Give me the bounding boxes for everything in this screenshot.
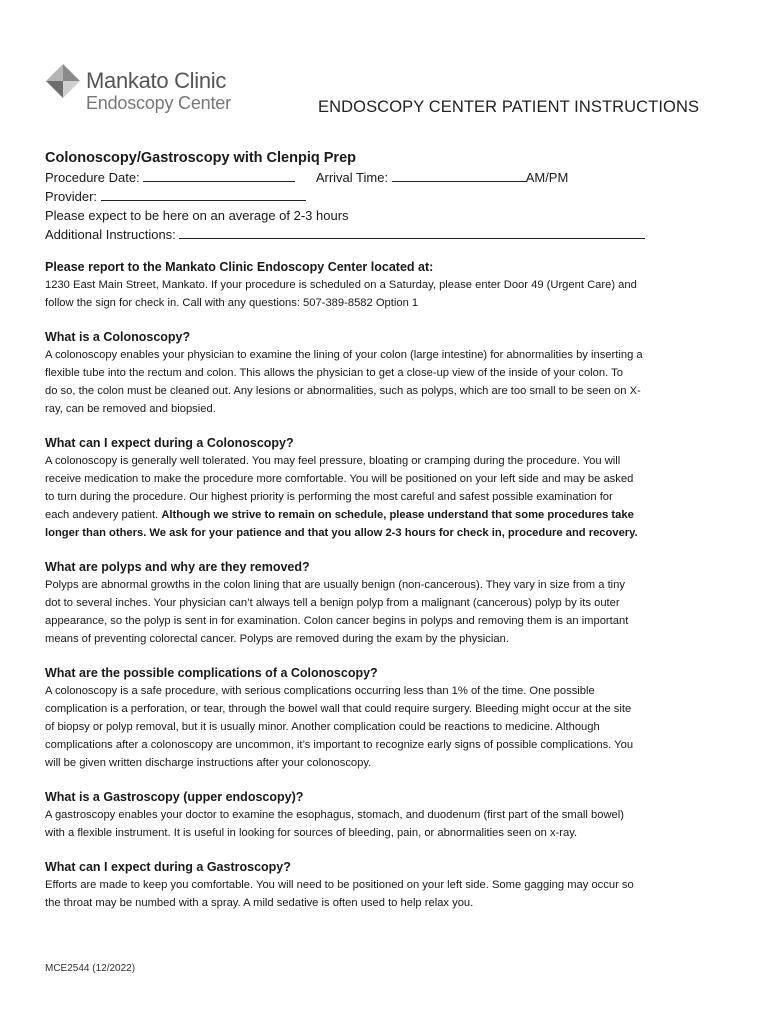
additional-instructions-row [45, 225, 735, 244]
gastroscopy-heading: What is a Gastroscopy (upper endoscopy)? [45, 790, 304, 804]
logo-subtitle: Endoscopy Center [86, 93, 231, 113]
polyps-line: Polyps are abnormal growths in the colon lining that are usually benign (non-cancerous). They vary in size from a tiny [45, 579, 625, 591]
provider-row [45, 187, 735, 206]
expect-colonoscopy-line [45, 506, 735, 524]
form-code: MCE2544 (12/2022) [45, 963, 136, 974]
complications-line: complications after a colonoscopy are uncommon, it’s important to recognize early signs of possible complications. You [45, 739, 634, 751]
procedure-date-field[interactable] [143, 169, 295, 182]
schedule-notice: longer than others. We ask for your patience and that you allow 2-3 hours for check in, procedure and recovery. [45, 527, 638, 539]
expect-gastroscopy-heading: What can I expect during a Gastroscopy? [45, 860, 291, 874]
provider-label: Provider: [45, 189, 98, 204]
diamond-logo-icon [46, 64, 80, 98]
logo-name: Mankato Clinic [86, 68, 227, 93]
location-line: follow the sign for check in. Call with any questions: 507-389-8582 Option 1 [45, 297, 419, 309]
expect-gastroscopy-line: the throat may be numbed with a spray. A mild sedative is often used to help relax you. [45, 897, 474, 909]
prep-heading: Colonoscopy/Gastroscopy with Clenpiq Prep [45, 150, 356, 166]
arrival-time-field[interactable] [392, 169, 526, 182]
gastroscopy-line: with a flexible instrument. It is useful in looking for sources of bleeding, pain, or abnormalities seen on x-ray. [45, 827, 578, 839]
expect-colonoscopy-line: to turn during the procedure. Our highest priority is performing the most careful and safest possible examination for [45, 491, 613, 503]
clinic-logo [46, 62, 246, 122]
polyps-line: means of preventing colorectal cancer. Polyps are removed during the exam by the physician. [45, 633, 509, 645]
procedure-date-label: Procedure Date: [45, 170, 140, 185]
colonoscopy-line: do so, the colon must be cleaned out. Any lesions or abnormalities, such as polyps, which are too small to be seen on X- [45, 385, 641, 397]
colonoscopy-line: flexible tube into the rectum and colon. This allows the physician to get a close-up view of the inside of your colon. To [45, 367, 623, 379]
complications-line: complication is a perforation, or tear, through the bowel wall that could require surgery. Bleeding might occur at the site [45, 703, 632, 715]
expect-colonoscopy-text: each andevery patient. [45, 509, 162, 521]
expect-colonoscopy-line: receive medication to make the procedure more comfortable. You will be positioned on your left side and may be asked [45, 473, 634, 485]
additional-instructions-field[interactable] [179, 226, 645, 239]
arrival-time-label: Arrival Time: [315, 170, 389, 185]
complications-line: of biopsy or polyp removal, but it is usually minor. Another complication could be reactions to medicine. Although [45, 721, 600, 733]
complications-line: will be given written discharge instructions after your colonoscopy. [45, 757, 372, 769]
colonoscopy-line: A colonoscopy enables your physician to examine the lining of your colon (large intestine) for abnormalities by inserting a [45, 349, 643, 361]
document-title: ENDOSCOPY CENTER PATIENT INSTRUCTIONS [318, 98, 700, 116]
colonoscopy-heading: What is a Colonoscopy? [45, 330, 191, 344]
expect-gastroscopy-line: Efforts are made to keep you comfortable. You will need to be positioned on your left side. Some gagging may occur so [45, 879, 634, 891]
procedure-date-row [45, 168, 735, 187]
document-body [45, 148, 735, 912]
complications-line: A colonoscopy is a safe procedure, with serious complications occurring less than 1% of the time. One possible [45, 685, 595, 697]
schedule-notice: Although we strive to remain on schedule, please understand that some procedures take [161, 509, 634, 521]
location-heading: Please report to the Mankato Clinic Endoscopy Center located at: [45, 260, 434, 274]
am-pm-label: AM/PM [525, 170, 569, 185]
polyps-heading: What are polyps and why are they removed? [45, 560, 310, 574]
expect-colonoscopy-line: A colonoscopy is generally well tolerated. You may feel pressure, bloating or cramping during the procedure. You will [45, 455, 621, 467]
colonoscopy-line: ray, can be removed and biopsied. [45, 403, 216, 415]
location-line: 1230 East Main Street, Mankato. If your procedure is scheduled on a Saturday, please enter Door 49 (Urgent Care) and [45, 279, 637, 291]
polyps-line: dot to several inches. Your physician can’t always tell a benign polyp from a malignant (cancerous) polyp by its outer [45, 597, 620, 609]
expect-colonoscopy-heading: What can I expect during a Colonoscopy? [45, 436, 294, 450]
complications-heading: What are the possible complications of a Colonoscopy? [45, 666, 378, 680]
additional-instructions-label: Additional Instructions: [45, 227, 176, 242]
expect-duration: Please expect to be here on an average of 2-3 hours [45, 208, 349, 223]
provider-field[interactable] [101, 188, 306, 201]
polyps-line: appearance, so the polyp is sent in for examination. Colon cancer begins in polyps and removing them is an important [45, 615, 629, 627]
gastroscopy-line: A gastroscopy enables your doctor to examine the esophagus, stomach, and duodenum (first part of the small bowel) [45, 809, 624, 821]
